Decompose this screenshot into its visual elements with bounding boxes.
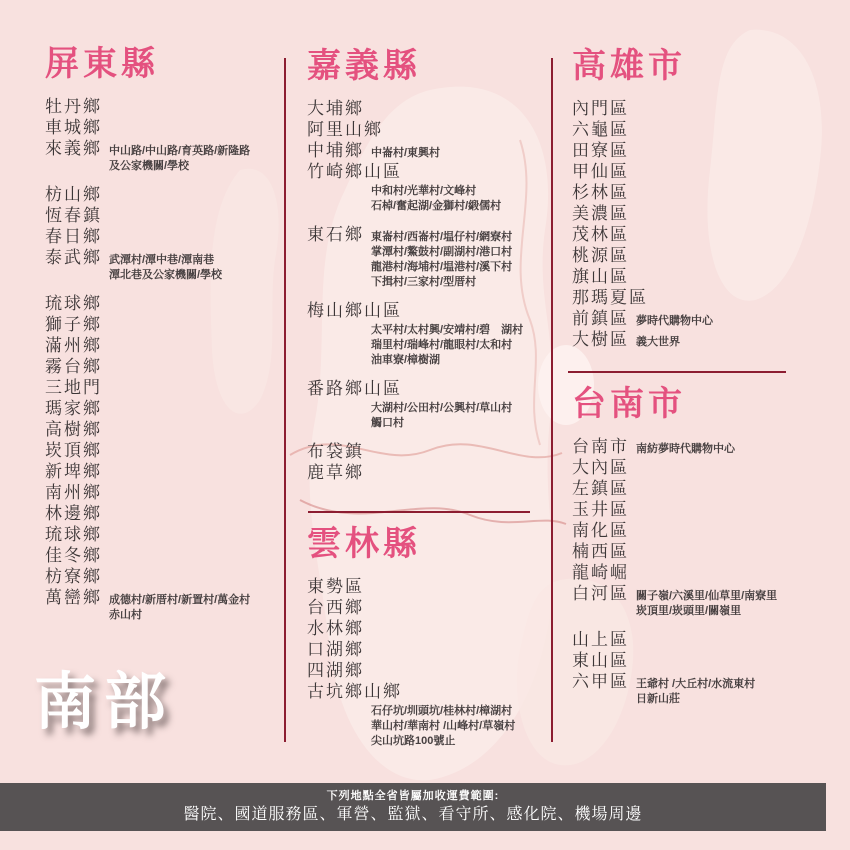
area-item [572,520,844,541]
area-item [572,287,834,308]
area-item [45,205,285,226]
area-name: 瑪家鄉 [45,399,102,418]
section-divider-kaohsiung-tainan [568,371,786,373]
area-name: 玉井區 [572,500,629,519]
area-name: 中埔鄉 [307,141,364,160]
area-item [572,266,834,287]
area-name: 左鎮區 [572,479,629,498]
area-name: 梅山鄉山區 [307,301,402,320]
area-note: 王爺村 /大丘村/水流東村 日新山莊 [636,678,756,705]
area-name: 白河區 [572,584,629,603]
area-item [45,398,285,419]
area-name: 四湖鄉 [307,661,364,680]
area-item [307,140,551,161]
area-name: 新埤鄉 [45,462,102,481]
area-name: 恆春鎮 [45,206,102,225]
area-item [45,96,285,117]
area-name: 萬巒鄉 [45,588,102,607]
area-item [572,161,834,182]
region-label: 南部 [34,668,175,737]
area-item [307,660,551,681]
area-name: 山上區 [572,630,629,649]
area-name: 桃源區 [572,246,629,265]
area-item [45,440,285,461]
area-note: 南紡夢時代購物中心 [636,443,735,455]
surcharge-footer-locations: 醫院、國道服務區、軍營、監獄、看守所、感化院、機場周邊 [183,805,643,823]
area-item [307,681,551,749]
area-item [45,247,285,283]
area-item [307,378,551,431]
area-name: 霧台鄉 [45,357,102,376]
area-item [307,161,551,214]
area-note: 太平村/太村興/安靖村/碧 湖村 瑞里村/瑞峰村/龍眼村/太和村 油車寮/樟樹湖 [371,324,524,366]
area-item [572,98,834,119]
area-name: 南化區 [572,521,629,540]
area-name: 高樹鄉 [45,420,102,439]
area-note: 成德村/新厝村/新置村/萬金村 赤山村 [109,594,251,621]
section-pingtung [45,44,285,623]
area-item [307,300,551,368]
area-item [572,562,844,583]
area-name: 前鎮區 [572,309,629,328]
area-item [572,541,844,562]
area-name: 那瑪夏區 [572,288,648,307]
area-item [45,482,285,503]
area-item [45,226,285,247]
area-item [45,335,285,356]
area-note: 武潭村/潭中巷/潭南巷 潭北巷及公家機關/學校 [109,254,223,281]
area-name: 牡丹鄉 [45,97,102,116]
section-yunlin [307,524,551,752]
area-item [45,461,285,482]
area-name: 大樹區 [572,330,629,349]
area-name: 龍崎崛 [572,563,629,582]
area-item [45,314,285,335]
area-item [45,524,285,545]
area-name: 南州鄉 [45,483,102,502]
area-name: 茂林區 [572,225,629,244]
area-name: 大埔鄉 [307,99,364,118]
area-name: 琉球鄉 [45,294,102,313]
area-name: 布袋鎮 [307,442,364,461]
area-name: 古坑鄉山鄉 [307,682,402,701]
area-name: 大內區 [572,458,629,477]
surcharge-footer-heading: 下列地點全省皆屬加收運費範圍: [326,789,500,802]
area-note: 石仔坑/圳頭坑/桂林村/樟湖村 華山村/華南村 /山峰村/草嶺村 尖山坑路100號止 [371,705,516,747]
section-title-pingtung: 屏東縣 [45,45,159,83]
area-note: 中崙村/東興村 [371,147,441,159]
area-name: 枋山鄉 [45,185,102,204]
area-name: 旗山區 [572,267,629,286]
section-title-kaohsiung: 高雄市 [572,47,686,85]
area-item [572,182,834,203]
area-name: 三地門 [45,378,102,397]
area-name: 台西鄉 [307,598,364,617]
section-divider-chiayi-yunlin [308,511,530,513]
area-name: 番路鄉山區 [307,379,402,398]
area-item [572,671,844,707]
area-name: 車城鄉 [45,118,102,137]
area-item [45,356,285,377]
area-name: 美濃區 [572,204,629,223]
column-divider-right [551,58,553,742]
area-item [307,119,551,140]
area-name: 枋寮鄉 [45,567,102,586]
area-name: 六龜區 [572,120,629,139]
area-name: 獅子鄉 [45,315,102,334]
section-title-tainan: 台南市 [572,385,686,423]
area-name: 台南市 [572,437,629,456]
area-item [572,245,834,266]
area-item [572,457,844,478]
area-item [572,478,844,499]
area-item [572,650,844,671]
area-name: 崁頂鄉 [45,441,102,460]
area-item [307,639,551,660]
area-note: 夢時代購物中心 [636,315,713,327]
area-name: 來義鄉 [45,139,102,158]
area-name: 甲仙區 [572,162,629,181]
area-name: 東山區 [572,651,629,670]
area-name: 鹿草鄉 [307,463,364,482]
area-item [572,583,844,619]
area-item [307,441,551,462]
area-item [307,576,551,597]
area-name: 春日鄉 [45,227,102,246]
area-item [45,293,285,314]
area-name: 佳冬鄉 [45,546,102,565]
area-name: 楠西區 [572,542,629,561]
area-item [572,499,844,520]
area-name: 杉林區 [572,183,629,202]
area-name: 阿里山鄉 [307,120,383,139]
area-item [45,117,285,138]
area-name: 林邊鄉 [45,504,102,523]
area-name: 東石鄉 [307,225,364,244]
area-item [307,98,551,119]
area-name: 水林鄉 [307,619,364,638]
area-item [572,329,834,350]
section-tainan [572,384,844,707]
area-item [572,119,834,140]
area-item [45,419,285,440]
area-item [307,224,551,290]
area-name: 內門區 [572,99,629,118]
area-item [572,436,844,457]
area-item [45,545,285,566]
area-name: 竹崎鄉山區 [307,162,402,181]
area-item [307,597,551,618]
area-name: 東勢區 [307,577,364,596]
area-item [45,566,285,587]
section-chiayi [307,46,551,483]
area-name: 六甲區 [572,672,629,691]
area-note: 中和村/光華村/文峰村 石棹/奮起湖/金獅村/緞儒村 [371,185,502,212]
area-name: 滿州鄉 [45,336,102,355]
area-item [572,140,834,161]
section-title-yunlin: 雲林縣 [307,525,421,563]
area-item [45,377,285,398]
area-item [572,629,844,650]
area-name: 泰武鄉 [45,248,102,267]
section-kaohsiung [572,46,834,350]
section-title-chiayi: 嘉義縣 [307,47,421,85]
area-item [307,618,551,639]
area-name: 琉球鄉 [45,525,102,544]
area-name: 田寮區 [572,141,629,160]
area-note: 義大世界 [636,336,680,348]
area-note: 東崙村/西崙村/塭仔村/網寮村 掌潭村/鰲鼓村/副湖村/港口村 龍港村/海埔村/塭港村/溪下村 下揖村/三家村/型厝村 [371,231,513,288]
area-item [572,203,834,224]
area-item [45,587,285,623]
area-item [572,224,834,245]
area-note: 中山路/中山路/育英路/新隆路 及公家機關/學校 [109,145,251,172]
area-item [572,308,834,329]
area-name: 口湖鄉 [307,640,364,659]
area-note: 大湖村/公田村/公興村/草山村 觸口村 [371,402,513,429]
surcharge-footer-bar [0,783,826,831]
area-item [45,138,285,174]
area-note: 關子嶺/六溪里/仙草里/南寮里 崁頂里/崁頭里/關嶺里 [636,590,778,617]
area-item [45,184,285,205]
area-item [45,503,285,524]
area-item [307,462,551,483]
